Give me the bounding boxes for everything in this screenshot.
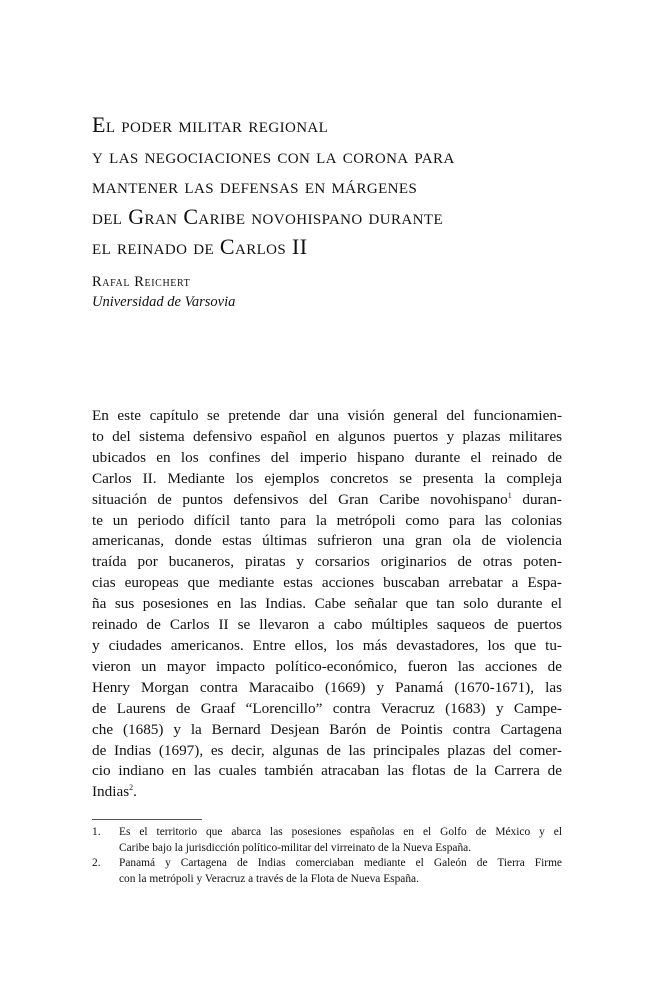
footnotes [92, 825, 562, 887]
body-line: y ciudades americanos. Entre ellos, los más devastadores, los que tu- [92, 636, 562, 654]
footnote-line: Panamá y Cartagena de Indias comerciaban mediante el Galeón de Tierra Firme [119, 857, 562, 870]
body-line-text: duran- [511, 490, 562, 508]
body-line: ña sus posesiones en las Indias. Cabe señalar que tan solo durante el [92, 595, 562, 613]
body-line: Carlos II. Mediante los ejemplos concretos se presenta la compleja [92, 469, 562, 487]
body-line: En este capítulo se pretende dar una visión general del funcionamien- [92, 407, 562, 424]
chapter-title [92, 110, 572, 263]
body-line [92, 490, 562, 511]
footnote-ref-2[interactable]: 2 [129, 783, 134, 793]
body-line: to del sistema defensivo español en algunos puertos y plazas militares [92, 427, 562, 445]
body-line [92, 782, 562, 803]
body-line-text: situación de puntos defensivos del Gran Caribe novohispano [92, 490, 508, 508]
footnote-number: 2. [92, 857, 101, 870]
footnote-number: 1. [92, 826, 101, 838]
title-line: el reinado de Carlos II [92, 234, 308, 259]
title-line: mantener las defensas en márgenes [92, 173, 418, 198]
body-line: vieron un mayor impacto político-económico, fueron las acciones de [92, 657, 562, 675]
footnote-2 [92, 856, 562, 887]
footnote-line: con la metrópoli y Veracruz a través de la Flota de Nueva España. [119, 872, 419, 885]
footnote-line: Es el territorio que abarca las posesiones españolas en el Golfo de México y el [119, 826, 562, 838]
body-line: ubicados en los confines del imperio hispano durante el reinado de [92, 448, 562, 466]
body-line: americanas, donde estas últimas sufrieron una gran ola de violencia [92, 532, 562, 550]
author-name: Rafal Reichert [92, 274, 191, 290]
body-line: traída por bucaneros, piratas y corsarios originarios de otras poten- [92, 553, 562, 571]
title-line: El poder militar regional [92, 112, 329, 137]
footnote-1 [92, 825, 562, 856]
body-line: reinado de Carlos II se llevaron a cabo múltiples saqueos de puertos [92, 616, 562, 634]
body-line-text: . [133, 783, 137, 801]
footnote-separator [92, 819, 202, 820]
body-line-text: Indias [92, 783, 130, 801]
body-line: cias europeas que mediante estas acciones buscaban arrebatar a Espa- [92, 574, 562, 592]
body-line: de Indias (1697), es decir, algunas de las principales plazas del comer- [92, 741, 562, 759]
title-line: del Gran Caribe novohispano durante [92, 203, 444, 229]
body-paragraph [92, 406, 562, 803]
title-line: y las negociaciones con la corona para [92, 142, 455, 168]
author-affiliation: Universidad de Varsovia [92, 294, 236, 310]
footnote-line: Caribe bajo la jurisdicción político-militar del virreinato de la Nueva España. [119, 841, 472, 854]
footnote-ref-1[interactable]: 1 [507, 490, 512, 500]
body-line: te un periodo difícil tanto para la metrópoli como para las colonias [92, 511, 562, 529]
body-line: de Laurens de Graaf “Lorencillo” contra Veracruz (1683) y Campe- [92, 699, 562, 717]
body-line: cio indiano en las cuales también atracaban las flotas de la Carrera de [92, 762, 562, 780]
body-line: che (1685) y la Bernard Desjean Barón de Pointis contra Cartagena [92, 720, 562, 738]
body-line: Henry Morgan contra Maracaibo (1669) y Panamá (1670-1671), las [92, 678, 562, 696]
